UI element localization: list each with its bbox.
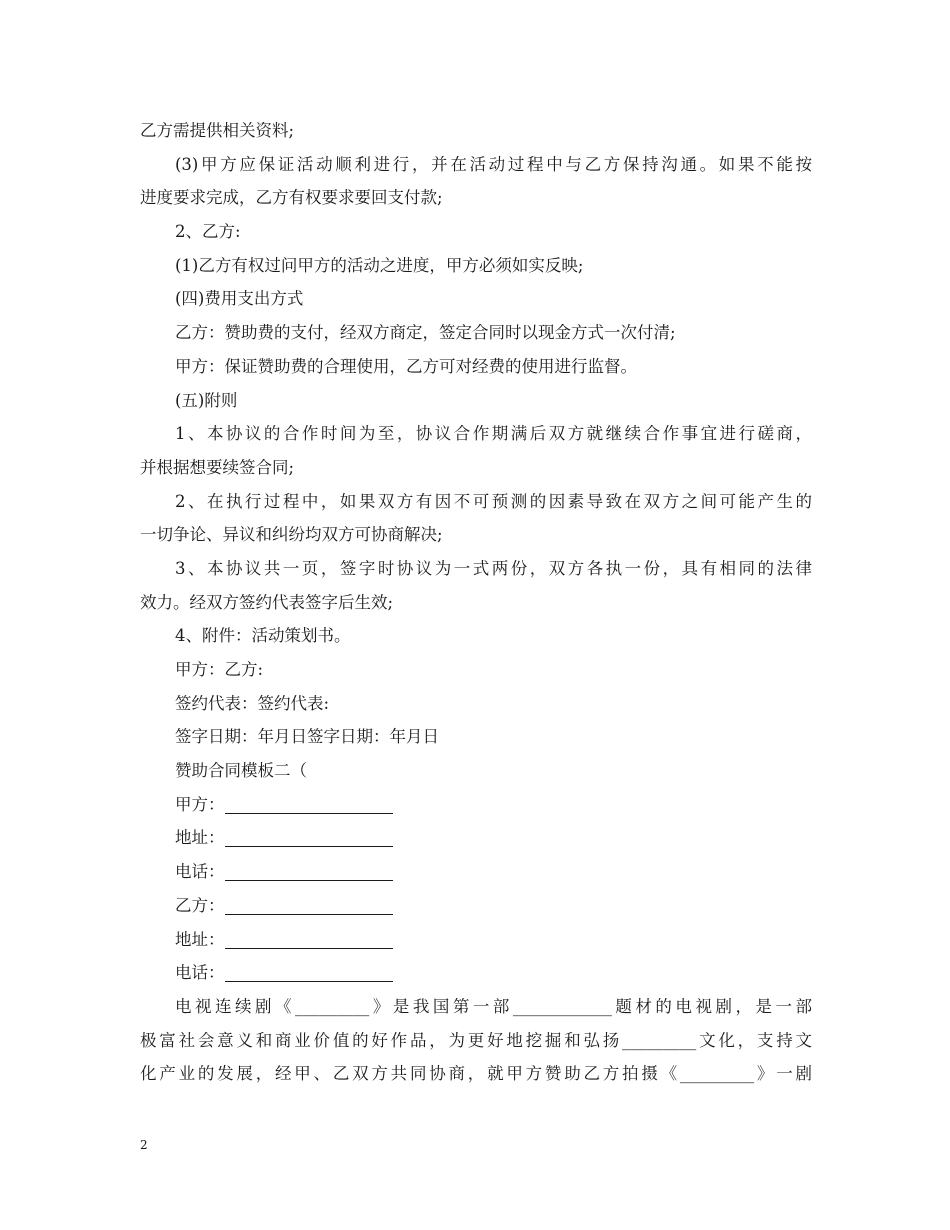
text-line: 效力。经双方签约代表签字后生效; [140,592,394,612]
text-line: 乙方：赞助费的支付，经双方商定，签定合同时以现金方式一次付清; [175,323,676,343]
text-line: 并根据想要续签合同; [140,457,295,477]
text-line: 3、本协议共一页，签字时协议为一式两份，双方各执一份，具有相同的法律 [175,558,812,578]
field-label: 乙方： [175,895,225,915]
signature-party-line: 甲方：乙方: [175,660,264,679]
text-line: 极富社会意义和商业价值的好作品，为更好地挖掘和弘扬_________文化，支持文 [140,1030,812,1050]
template-title: 赞助合同模板二（ [175,761,307,781]
text-line: 乙方需提供相关资料; [140,121,295,140]
field-label: 电话： [175,862,225,882]
field-label: 甲方： [175,794,225,814]
text-line: 4、附件：活动策划书。 [175,626,351,646]
text-line: 一切争论、异议和纠纷均双方可协商解决; [140,525,443,545]
text-line: 2、乙方: [175,222,241,242]
party-b-field [140,889,812,923]
text-line: (3)甲方应保证活动顺利进行，并在活动过程中与乙方保持沟通。如果不能按 [175,154,812,174]
text-line: 1、本协议的合作时间为至，协议合作期满后双方就继续合作事宜进行磋商， [175,424,812,444]
text-line: 电视连续剧《_________》是我国第一部____________题材的电视剧，是一部 [175,996,812,1016]
section-heading: (五)附则 [175,390,238,410]
page-number: 2 [140,1138,148,1152]
text-line: (1)乙方有权过问甲方的活动之进度，甲方必须如实反映; [175,255,584,275]
party-b-phone-field [140,956,812,990]
text-line: 进度要求完成，乙方有权要求要回支付款; [140,188,443,208]
signature-date-line: 签字日期：年月日签字日期：年月日 [175,727,439,747]
section-heading: (四)费用支出方式 [175,289,304,309]
signature-representative-line: 签约代表：签约代表: [175,693,330,713]
party-b-address-field [140,923,812,957]
text-line: 甲方：保证赞助费的合理使用，乙方可对经费的使用进行监督。 [175,356,637,376]
blank-underline [225,961,393,982]
party-a-phone-field [140,855,812,889]
field-label: 地址： [175,929,225,949]
blank-underline [225,860,393,881]
party-a-address-field [140,821,812,855]
blank-underline [225,826,393,847]
blank-underline [225,793,393,814]
field-label: 地址： [175,828,225,848]
text-line: 化产业的发展，经甲、乙双方共同协商，就甲方赞助乙方拍摄《_________》一剧 [140,1064,812,1084]
document-body [140,114,812,1091]
text-line: 2、在执行过程中，如果双方有因不可预测的因素导致在双方之间可能产生的 [175,491,812,511]
blank-underline [225,894,393,915]
blank-underline [225,928,393,949]
field-label: 电话： [175,963,225,983]
party-a-field [140,788,812,822]
